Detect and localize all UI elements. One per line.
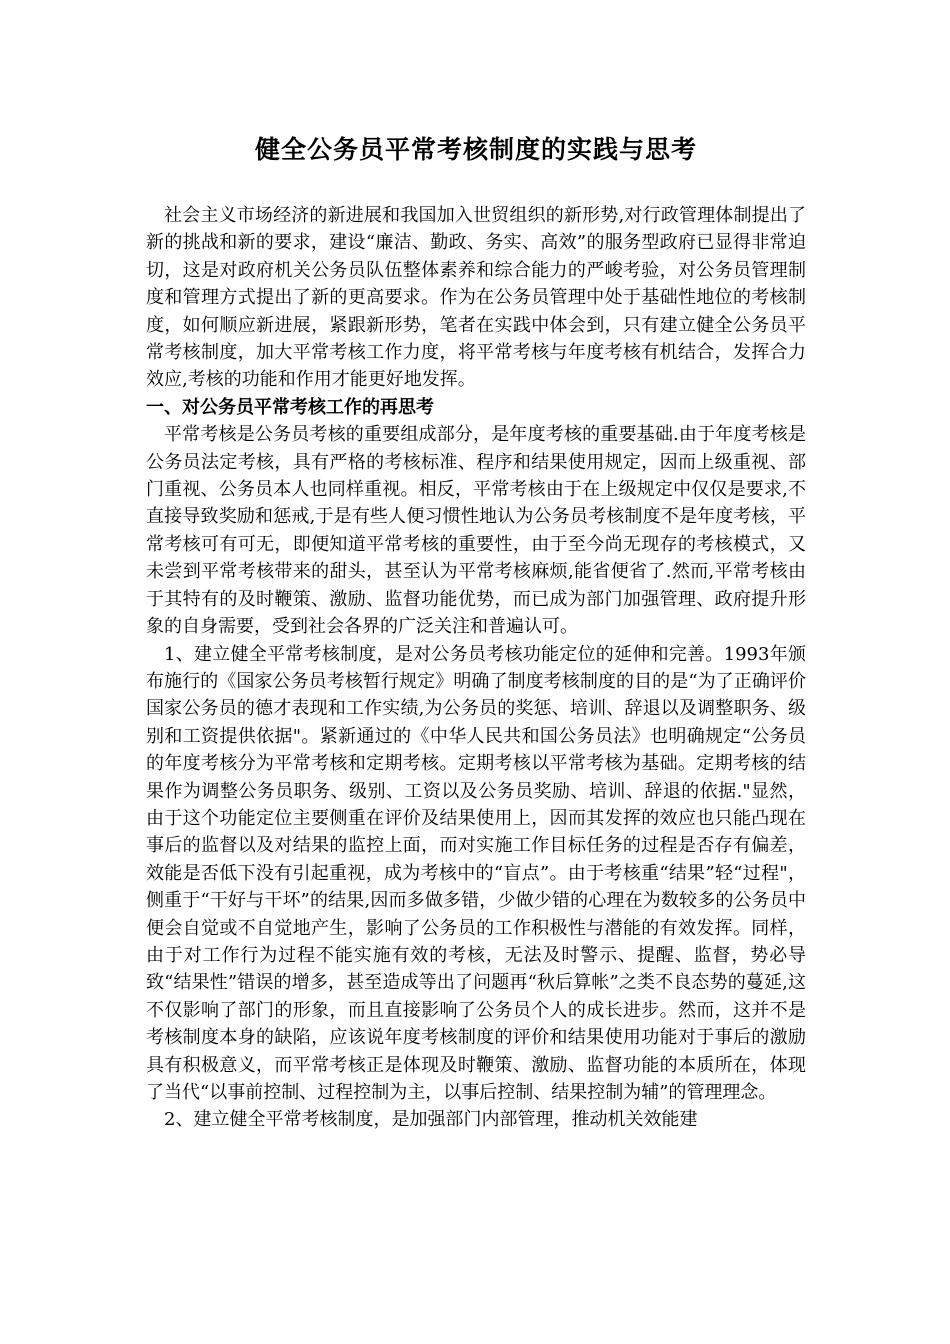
point-2-paragraph: 2、建立健全平常考核制度，是加强部门内部管理，推动机关效能建: [164, 1109, 698, 1131]
point-1-paragraph: 1、建立健全平常考核制度，是对公务员考核功能定位的延伸和完善。1993年颁布施行的《国家公务员考核暂行规定》明确了制度考核制度的目的是“为了正确评价国家公务员的德才表现和工作实绩,为公务员的奖惩、培训、辞退以及调整职务、级别和工资提供依据"。紧新通过的《中华人民共和国公务员法》也明确规定“公务员的年度考核分为平常考核和定期考核。定期考核以平常考核为基础。定期考核的结果作为调整公务员职务、级别、工资以及公务员奖励、培训、辞退的依据."显然，由于这个功能定位主要侧重在评价及结果使用上，因而其发挥的效应也只能凸现在事后的监督以及对结果的监控上面，而对实施工作目标任务的过程是否存有偏差，效能是否低下没有引起重视，成为考核中的“盲点”。由于考核重“结果”轻“过程"，侧重于“干好与干坏”的结果,因而多做多错，少做少错的心理在为数较多的公务员中便会自觉或不自觉地产生，影响了公务员的工作积极性与潜能的有效发挥。同样，由于对工作行为过程不能实施有效的考核，无法及时警示、提醒、监督，势必导致“结果性”错误的增多，甚至造成等出了问题再“秋后算帐”之类不良态势的蔓延,这不仅影响了部门的形象，而且直接影响了公务员个人的成长进步。然而，这并不是考核制度本身的缺陷，应该说年度考核制度的评价和结果使用功能对于事后的激励具有积极意义，而平常考核正是体现及时鞭策、激励、监督功能的本质所在，体现了当代“以事前控制、过程控制为主，以事后控制、结果控制为辅”的管理理念。: [146, 643, 806, 1103]
intro-paragraph: 社会主义市场经济的新进展和我国加入世贸组织的新形势,对行政管理体制提出了新的挑战和新的要求，建设“廉洁、勤政、务实、高效”的服务型政府已显得非常迫切，这是对政府机关公务员队伍整体素养和综合能力的严峻考验，对公务员管理制度和管理方式提出了新的更高要求。作为在公务员管理中处于基础性地位的考核制度，如何顺应新进展，紧跟新形势，笔者在实践中体会到，只有建立健全公务员平常考核制度，加大平常考核工作力度，将平常考核与年度考核有机结合，发挥合力效应,考核的功能和作用才能更好地发挥。: [146, 205, 806, 391]
document-title: 健全公务员平常考核制度的实践与思考: [254, 135, 697, 164]
section-1-paragraph: 平常考核是公务员考核的重要组成部分，是年度考核的重要基础.由于年度考核是公务员法定考核，具有严格的考核标准、程序和结果使用规定，因而上级重视、部门重视、公务员本人也同样重视。相反，平常考核由于在上级规定中仅仅是要求,不直接导致奖励和惩戒,于是有些人便习惯性地认为公务员考核制度不是年度考核，平常考核可有可无，即便知道平常考核的重要性，由于至今尚无现存的考核模式，又未尝到平常考核带来的甜头，甚至认为平常考核麻烦,能省便省了.然而,平常考核由于其特有的及时鞭策、激励、监督功能优势，而已成为部门加强管理、政府提升形象的自身需要，受到社会各界的广泛关注和普遍认可。: [146, 424, 806, 638]
document-page: [146, 132, 806, 1134]
section-heading-1: 一、对公务员平常考核工作的再思考: [146, 396, 434, 418]
